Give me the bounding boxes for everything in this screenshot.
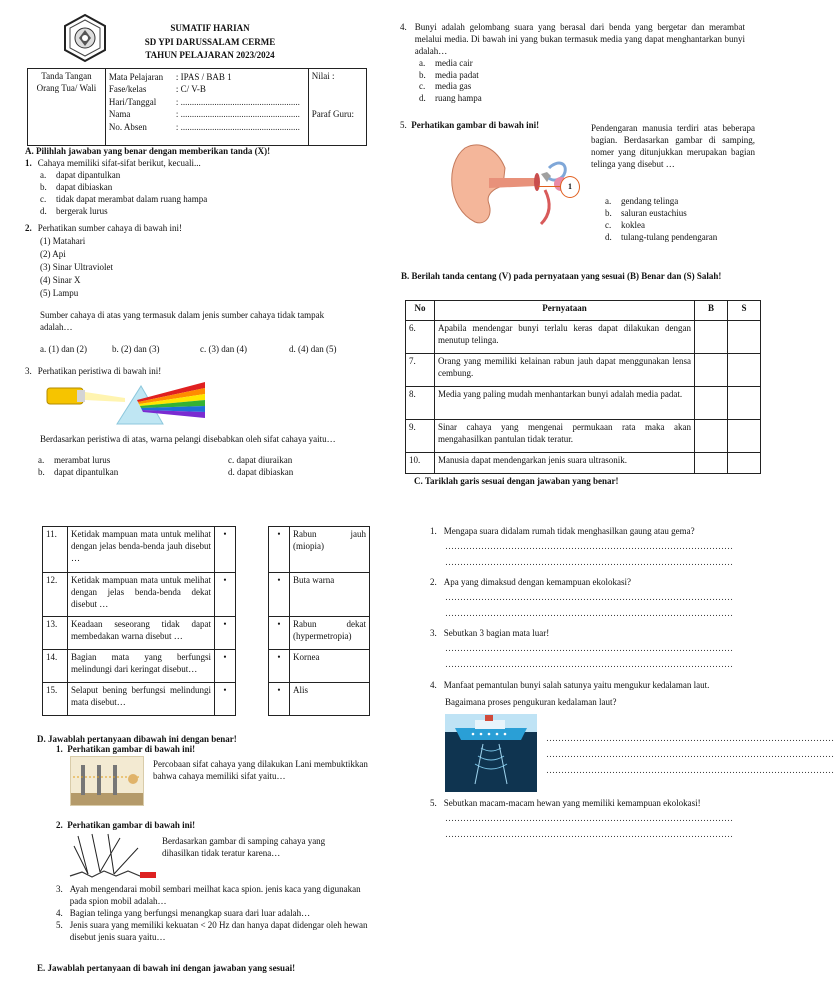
left-dot[interactable]: • <box>215 650 236 683</box>
section-a-title: A. Pilihlah jawaban yang benar dengan memberikan tanda (X)! <box>25 146 271 156</box>
option[interactable]: d. tulang-tulang pendengaran <box>605 231 718 242</box>
check-salah[interactable] <box>728 321 761 354</box>
option[interactable]: a. gendang telinga <box>605 196 679 206</box>
option[interactable]: b. media padat <box>419 69 479 80</box>
option[interactable]: c. dapat diuraikan <box>228 455 293 465</box>
sonar-ship-image <box>445 714 537 792</box>
page-header <box>110 22 310 63</box>
option[interactable]: d. bergerak lurus <box>40 205 108 216</box>
essay-item: 1. Mengapa suara didalam rumah tidak menghasilkan gaung atau gema? …………………………………………………………………………………… …………………………………………………………………………………… <box>430 526 745 573</box>
option[interactable]: b. dapat dipantulkan <box>38 467 119 477</box>
check-salah[interactable] <box>728 453 761 474</box>
option[interactable]: c. (3) dan (4) <box>200 343 247 354</box>
date-field[interactable]: : ..................................................... <box>175 96 300 107</box>
col-no: No <box>406 301 435 321</box>
option[interactable]: d. (4) dan (5) <box>289 343 337 354</box>
answer-line[interactable]: …………………………………………………………………………………… <box>445 591 733 602</box>
check-salah[interactable] <box>728 387 761 420</box>
col-benar: B <box>695 301 728 321</box>
right-dot[interactable]: • <box>269 617 290 650</box>
section-c-title: C. Tariklah garis sesuai dengan jawaban yang benar! <box>414 476 619 486</box>
option[interactable]: d. dapat dibiaskan <box>228 467 294 477</box>
identity-box <box>27 68 367 146</box>
option[interactable]: a. (1) dan (2) <box>40 343 87 354</box>
header-year: TAHUN PELAJARAN 2023/2024 <box>145 50 275 60</box>
left-dot[interactable]: • <box>215 573 236 617</box>
matching-row: 15. Selaput bening berfungsi melindungi mata disebut… • • Alis <box>43 683 370 716</box>
grade-cell <box>308 69 366 146</box>
answer-line[interactable]: …………………………………………………………………………………… <box>445 556 733 567</box>
nilai-label: Nilai : <box>311 71 335 81</box>
student-info-cell: Mata Pelajaran : IPAS / BAB 1 Fase/kelas : C/ V-B Hari/Tanggal : ..................................................... Nama : ..................................................... No. Absen : ..................................................... <box>105 69 308 146</box>
question-a5-stem: Pendengaran manusia terdiri atas beberapa bagian. Berdasarkan gambar di samping, nomer yang ditunjukkan merupakan bagian telinga yang disebut … <box>591 123 755 169</box>
essay-questions <box>430 526 745 573</box>
option[interactable]: b. (2) dan (3) <box>112 343 160 354</box>
parent-signature-cell: Tanda Tangan Orang Tua/ Wali <box>28 69 106 146</box>
answer-line[interactable]: …………………………………………………………………………………… <box>546 749 834 759</box>
option[interactable]: d. ruang hampa <box>419 93 482 104</box>
answer-line[interactable]: …………………………………………………………………………………… <box>445 828 733 839</box>
question-a3-stem: Berdasarkan peristiwa di atas, warna pelangi disebabkan oleh sifat cahaya yaitu… <box>40 434 336 444</box>
name-field[interactable]: : ..................................................... <box>175 109 300 120</box>
header-title: SUMATIF HARIAN <box>170 23 250 33</box>
right-dot[interactable]: • <box>269 527 290 573</box>
check-salah[interactable] <box>728 420 761 453</box>
matching-gap[interactable] <box>236 527 269 716</box>
answer-line[interactable]: …………………………………………………………………………………… <box>445 812 733 823</box>
option[interactable]: c. media gas <box>419 81 472 92</box>
option[interactable]: c. tidak dapat merambat dalam ruang hampa <box>40 193 208 204</box>
question-a3: 3. Perhatikan peristiwa di bawah ini! <box>25 366 162 376</box>
school-logo <box>60 14 110 62</box>
ear-marker-1: 1 <box>560 176 580 198</box>
paraf-label: Paraf Guru: <box>311 109 355 119</box>
check-salah[interactable] <box>728 354 761 387</box>
matching-row: 14. Bagian mata yang berfungsi melindungi dari keringat disebut… • • Kornea <box>43 650 370 683</box>
answer-line[interactable]: …………………………………………………………………………………… <box>546 765 834 775</box>
table-row: 9. Sinar cahaya yang mengenai permukaan rata maka akan mengahasilkan pantulan tidak teratur. <box>406 420 761 453</box>
section-b-title: B. Berilah tanda centang (V) pada pernyataan yang sesuai (B) Benar dan (S) Salah! <box>401 271 722 281</box>
left-dot[interactable]: • <box>215 617 236 650</box>
table-row: 7. Orang yang memiliki kelainan rabun jauh dapat menggunakan lensa cembung. <box>406 354 761 387</box>
essay-item: 4. Manfaat pemantulan bunyi salah satunya yaitu mengukur kedalaman laut. Bagaimana proses pengukuran kedalaman laut? <box>430 680 710 707</box>
question-a4: 4. Bunyi adalah gelombang suara yang berasal dari benda yang bergetar dan merambat melalui media. Di bawah ini yang bukan termasuk media yang dapat menghantarkan bunyi adalah… a. media cair b. media padat c. media gas d. ruang hampa <box>400 22 745 104</box>
question-d1-head: 1. Perhatikan gambar di bawah ini! <box>56 744 196 754</box>
table-row: 6. Apabila mendengar bunyi terlalu keras dapat dilakukan dengan menutup telinga. <box>406 321 761 354</box>
option[interactable]: a. dapat dipantulkan <box>40 169 121 180</box>
option[interactable]: c. koklea <box>605 219 645 230</box>
check-benar[interactable] <box>695 453 728 474</box>
question-d2-text: Berdasarkan gambar di samping cahaya yang dihasilkan tidak teratur karena… <box>162 836 326 858</box>
right-dot[interactable]: • <box>269 650 290 683</box>
check-benar[interactable] <box>695 321 728 354</box>
answer-line[interactable]: …………………………………………………………………………………… <box>445 540 733 551</box>
answer-line[interactable]: …………………………………………………………………………………… <box>445 642 733 653</box>
check-benar[interactable] <box>695 387 728 420</box>
col-pernyataan: Pernyataan <box>435 301 695 321</box>
section-b-table <box>405 300 761 474</box>
section-c-table <box>42 526 370 716</box>
question-a2: 2. Perhatikan sumber cahaya di bawah ini! (1) Matahari (2) Api (3) Sinar Ultraviolet (4) Sinar X (5) Lampu Sumber cahaya di atas yang termasuk dalam jenis sumber cahaya tidak tampak adalah… a. (1) dan (2) b. (2) dan (3) c. (3) dan (4) d. (4) dan (5) <box>25 223 337 354</box>
section-e-title: E. Jawablah pertanyaan di bawah ini dengan jawaban yang sesuai! <box>37 963 296 973</box>
header-school: SD YPI DARUSSALAM CERME <box>144 36 276 47</box>
right-dot[interactable]: • <box>269 573 290 617</box>
left-dot[interactable]: • <box>215 527 236 573</box>
question-a5: 5. Perhatikan gambar di bawah ini! <box>400 120 540 130</box>
matching-row: 11. Ketidak mampuan mata untuk melihat dengan jelas benda-benda jauh disebut … • • Rabun jauh (miopia) <box>43 527 370 573</box>
matching-row: 12. Ketidak mampuan mata untuk melihat dengan jelas benda-benda dekat disebut … • • Buta warna <box>43 573 370 617</box>
essay-item: 5. Sebutkan macam-macam hewan yang memiliki kemampuan ekolokasi! …………………………………………………………………………………… …………………………………………………………………………………… <box>430 798 745 845</box>
col-salah: S <box>728 301 761 321</box>
table-row: 8. Media yang paling mudah menhantarkan bunyi adalah media padat. <box>406 387 761 420</box>
table-row: 10. Manusia dapat mendengarkan jenis suara ultrasonik. <box>406 453 761 474</box>
prism-dispersion-image <box>45 378 205 424</box>
answer-line[interactable]: …………………………………………………………………………………… <box>445 607 733 618</box>
option[interactable]: b. dapat dibiaskan <box>40 181 113 192</box>
question-a1: 1. Cahaya memiliki sifat-sifat berikut, kecuali... a. dapat dipantulkan b. dapat dibiaskan c. tidak dapat merambat dalam ruang hampa d. bergerak lurus <box>25 158 375 217</box>
answer-line[interactable]: …………………………………………………………………………………… <box>445 658 733 669</box>
ear-pointer-line <box>538 186 560 187</box>
absen-field[interactable]: : ..................................................... <box>175 121 300 132</box>
question-d3-5: 3. Ayah mengendarai mobil sembari meilhat kaca spion. jenis kaca yang digunakan pada spion mobil adalah… 4. Bagian telinga yang berfungsi menangkap suara dari luar adalah… 5. Jenis suara yang memiliki kekuatan < 20 Hz dan hanya dapat didengar oleh hewan disebut jenis suara yaitu… <box>56 884 368 942</box>
essay-item: 2. Apa yang dimaksud dengan kemampuan ekolokasi? …………………………………………………………………………………… …………………………………………………………………………………… <box>430 577 745 624</box>
section-d-title: D. Jawablah pertanyaan dibawah ini dengan benar! <box>37 734 237 744</box>
left-dot[interactable]: • <box>215 683 236 716</box>
check-benar[interactable] <box>695 354 728 387</box>
essay-item: 3. Sebutkan 3 bagian mata luar! …………………………………………………………………………………… …………………………………………………………………………………… <box>430 628 745 675</box>
question-d1-text: Percobaan sifat cahaya yang dilakukan Lani membuktikkan bahwa cahaya memiliki sifat yaitu… <box>153 759 368 781</box>
right-dot[interactable]: • <box>269 683 290 716</box>
option[interactable]: a. merambat lurus <box>38 455 111 465</box>
answer-line[interactable]: …………………………………………………………………………………… <box>546 733 834 743</box>
light-experiment-image <box>70 756 144 806</box>
option[interactable]: b. saluran eustachius <box>605 207 687 218</box>
question-d2-head: 2. Perhatikan gambar di bawah ini! <box>56 820 196 830</box>
option[interactable]: a. media cair <box>419 57 473 68</box>
question-a5-options <box>605 196 717 244</box>
matching-row: 13. Keadaan seseorang tidak dapat membedakan warna disebut … • • Rabun dekat (hypermetropia) <box>43 617 370 650</box>
essay-item-4-lines <box>546 733 834 781</box>
check-benar[interactable] <box>695 420 728 453</box>
diffuse-reflection-image <box>68 832 158 882</box>
